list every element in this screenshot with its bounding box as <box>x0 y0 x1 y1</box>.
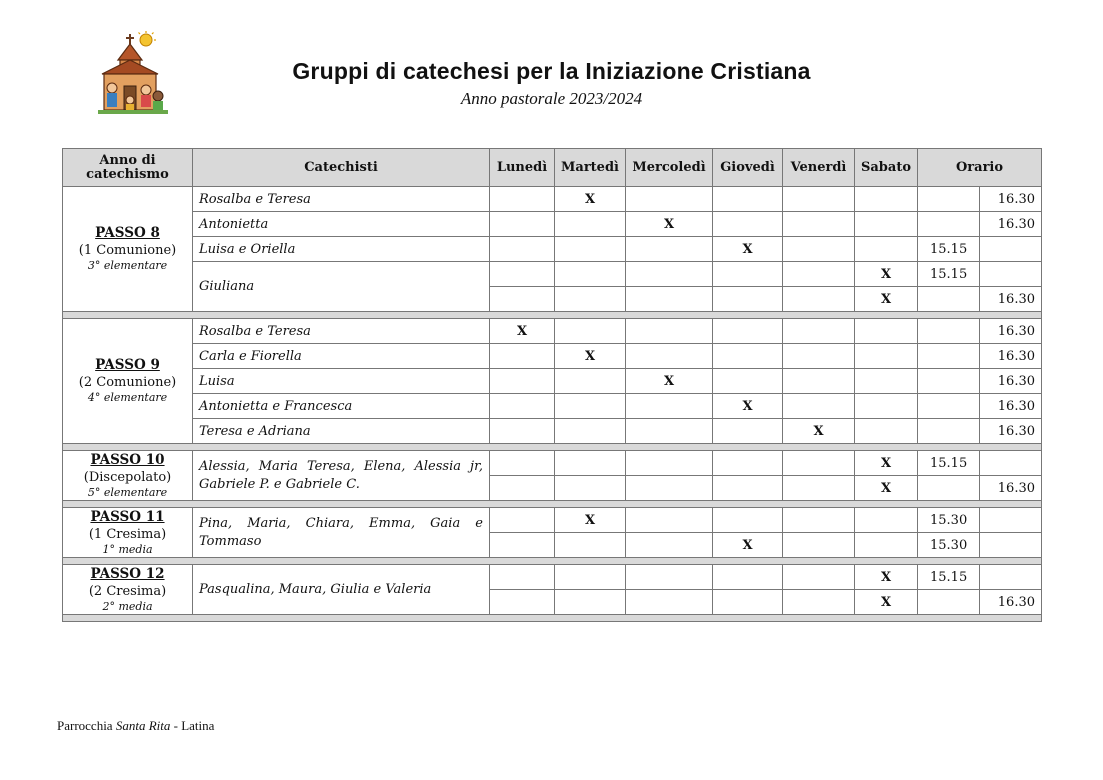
page-title: Gruppi di catechesi per la Iniziazione Cristiana <box>292 58 811 84</box>
col-header-giovedi: Giovedì <box>713 149 783 187</box>
day-cell-martedi <box>555 419 626 444</box>
day-cell-giovedi <box>713 565 783 590</box>
table-row <box>63 369 1042 394</box>
time-cell-a <box>918 212 980 237</box>
day-cell-sabato <box>855 508 918 533</box>
footer <box>57 718 214 734</box>
separator-bar <box>63 444 1042 451</box>
table-row <box>63 419 1042 444</box>
day-cell-lunedi <box>490 262 555 287</box>
footer-suffix: - Latina <box>170 718 215 733</box>
separator-bar <box>63 312 1042 319</box>
group-separator <box>63 558 1042 565</box>
time-cell-a <box>918 319 980 344</box>
catechisti-cell: Antonietta e Francesca <box>193 394 490 419</box>
table-row <box>63 394 1042 419</box>
day-cell-giovedi <box>713 262 783 287</box>
group-separator <box>63 615 1042 622</box>
day-cell-lunedi <box>490 394 555 419</box>
day-cell-mercoledi <box>626 319 713 344</box>
day-cell-mercoledi <box>626 476 713 501</box>
day-cell-mercoledi <box>626 187 713 212</box>
day-cell-martedi <box>555 533 626 558</box>
day-cell-venerdi <box>783 237 855 262</box>
day-cell-venerdi <box>783 451 855 476</box>
footer-prefix: Parrocchia <box>57 718 116 733</box>
time-cell-a <box>918 344 980 369</box>
day-cell-lunedi <box>490 212 555 237</box>
day-cell-sabato: X <box>855 262 918 287</box>
day-cell-venerdi <box>783 287 855 312</box>
day-cell-sabato: X <box>855 476 918 501</box>
day-cell-sabato <box>855 419 918 444</box>
catechisti-cell: Alessia, Maria Teresa, Elena, Alessia jr, Gabriele P. e Gabriele C. <box>193 451 490 501</box>
time-cell-a: 15.30 <box>918 508 980 533</box>
day-cell-venerdi <box>783 344 855 369</box>
time-cell-a: 15.15 <box>918 262 980 287</box>
time-cell-b: 16.30 <box>980 212 1042 237</box>
day-cell-giovedi <box>713 212 783 237</box>
day-cell-giovedi <box>713 287 783 312</box>
day-cell-mercoledi <box>626 262 713 287</box>
catechisti-cell: Rosalba e Teresa <box>193 319 490 344</box>
day-cell-mercoledi <box>626 287 713 312</box>
day-cell-martedi <box>555 565 626 590</box>
time-cell-b <box>980 262 1042 287</box>
time-cell-b: 16.30 <box>980 394 1042 419</box>
group-separator <box>63 444 1042 451</box>
time-cell-b: 16.30 <box>980 590 1042 615</box>
day-cell-giovedi: X <box>713 533 783 558</box>
day-cell-mercoledi <box>626 237 713 262</box>
table-row <box>63 212 1042 237</box>
day-cell-mercoledi <box>626 508 713 533</box>
day-cell-giovedi <box>713 369 783 394</box>
group-school-class: 4° elementare <box>87 391 168 404</box>
day-cell-lunedi <box>490 508 555 533</box>
day-cell-venerdi <box>783 369 855 394</box>
day-cell-lunedi <box>490 237 555 262</box>
day-cell-giovedi <box>713 508 783 533</box>
day-cell-lunedi <box>490 369 555 394</box>
table-row <box>63 508 1042 533</box>
table-row <box>63 565 1042 590</box>
time-cell-a <box>918 187 980 212</box>
day-cell-martedi <box>555 319 626 344</box>
time-cell-b <box>980 237 1042 262</box>
catechisti-cell: Giuliana <box>193 262 490 312</box>
day-cell-sabato <box>855 369 918 394</box>
time-cell-b: 16.30 <box>980 369 1042 394</box>
time-cell-b: 16.30 <box>980 287 1042 312</box>
col-header-mercoledi: Mercoledì <box>626 149 713 187</box>
separator-bar <box>63 501 1042 508</box>
day-cell-lunedi <box>490 565 555 590</box>
group-school-class: 2° media <box>102 599 153 613</box>
time-cell-a <box>918 419 980 444</box>
day-cell-venerdi <box>783 476 855 501</box>
day-cell-martedi: X <box>555 508 626 533</box>
group-school-class: 3° elementare <box>87 259 168 272</box>
day-cell-sabato <box>855 237 918 262</box>
day-cell-martedi <box>555 237 626 262</box>
day-cell-venerdi <box>783 262 855 287</box>
catechisti-cell: Luisa <box>193 369 490 394</box>
day-cell-sabato: X <box>855 565 918 590</box>
day-cell-martedi <box>555 451 626 476</box>
day-cell-sabato: X <box>855 451 918 476</box>
footer-parish-name: Santa Rita <box>115 718 171 733</box>
group-school-class: 5° elementare <box>87 485 168 499</box>
day-cell-venerdi <box>783 187 855 212</box>
time-cell-b <box>980 565 1042 590</box>
group-separator <box>63 312 1042 319</box>
day-cell-mercoledi <box>626 419 713 444</box>
time-cell-a: 15.15 <box>918 565 980 590</box>
table-row <box>63 262 1042 287</box>
day-cell-mercoledi <box>626 451 713 476</box>
time-cell-a <box>918 476 980 501</box>
day-cell-martedi <box>555 590 626 615</box>
day-cell-lunedi <box>490 187 555 212</box>
day-cell-martedi <box>555 287 626 312</box>
day-cell-sabato <box>855 344 918 369</box>
day-cell-lunedi <box>490 476 555 501</box>
time-cell-b <box>980 451 1042 476</box>
time-cell-b: 16.30 <box>980 319 1042 344</box>
day-cell-giovedi: X <box>713 237 783 262</box>
day-cell-lunedi <box>490 590 555 615</box>
day-cell-martedi: X <box>555 344 626 369</box>
separator-bar <box>63 615 1042 622</box>
page-subtitle: Anno pastorale 2023/2024 <box>460 89 643 108</box>
group-cell <box>63 565 193 615</box>
day-cell-giovedi <box>713 344 783 369</box>
group-subtitle: (1 Cresima) <box>88 526 167 542</box>
time-cell-b <box>980 508 1042 533</box>
day-cell-giovedi <box>713 476 783 501</box>
day-cell-martedi <box>555 394 626 419</box>
catechisti-cell: Luisa e Oriella <box>193 237 490 262</box>
group-name: PASSO 12 <box>90 565 165 582</box>
col-header-venerdi: Venerdì <box>783 149 855 187</box>
group-subtitle: (1 Comunione) <box>78 243 177 258</box>
time-cell-b: 16.30 <box>980 476 1042 501</box>
day-cell-giovedi <box>713 187 783 212</box>
group-cell <box>63 187 193 312</box>
group-subtitle: (Discepolato) <box>83 469 172 485</box>
day-cell-venerdi <box>783 565 855 590</box>
day-cell-venerdi <box>783 212 855 237</box>
col-header-martedi: Martedì <box>555 149 626 187</box>
col-header-anno: Anno di catechismo <box>63 149 193 187</box>
catechisti-cell: Antonietta <box>193 212 490 237</box>
table-row <box>63 187 1042 212</box>
day-cell-venerdi <box>783 319 855 344</box>
day-cell-venerdi: X <box>783 419 855 444</box>
day-cell-sabato <box>855 187 918 212</box>
day-cell-giovedi <box>713 590 783 615</box>
group-subtitle: (2 Cresima) <box>88 583 167 599</box>
group-separator <box>63 501 1042 508</box>
day-cell-sabato: X <box>855 590 918 615</box>
time-cell-b: 16.30 <box>980 187 1042 212</box>
day-cell-mercoledi: X <box>626 212 713 237</box>
time-cell-a: 15.15 <box>918 451 980 476</box>
group-cell <box>63 451 193 501</box>
group-name: PASSO 8 <box>95 225 160 241</box>
col-header-orario: Orario <box>918 149 1042 187</box>
table-row <box>63 237 1042 262</box>
day-cell-giovedi <box>713 419 783 444</box>
group-cell <box>63 508 193 558</box>
group-cell <box>63 319 193 444</box>
table-row <box>63 451 1042 476</box>
day-cell-mercoledi <box>626 565 713 590</box>
day-cell-giovedi <box>713 319 783 344</box>
col-header-sabato: Sabato <box>855 149 918 187</box>
group-name: PASSO 11 <box>90 508 165 525</box>
time-cell-a <box>918 369 980 394</box>
group-name: PASSO 10 <box>90 451 165 468</box>
day-cell-mercoledi <box>626 590 713 615</box>
day-cell-giovedi: X <box>713 394 783 419</box>
day-cell-lunedi <box>490 287 555 312</box>
table-header-row <box>63 149 1042 187</box>
day-cell-sabato <box>855 319 918 344</box>
catechisti-cell: Teresa e Adriana <box>193 419 490 444</box>
day-cell-martedi <box>555 369 626 394</box>
catechisti-cell: Pina, Maria, Chiara, Emma, Gaia e Tommaso <box>193 508 490 558</box>
time-cell-a: 15.15 <box>918 237 980 262</box>
time-cell-a <box>918 590 980 615</box>
catechisti-cell: Rosalba e Teresa <box>193 187 490 212</box>
day-cell-lunedi <box>490 451 555 476</box>
day-cell-lunedi <box>490 419 555 444</box>
day-cell-giovedi <box>713 451 783 476</box>
time-cell-a <box>918 394 980 419</box>
time-cell-b <box>980 533 1042 558</box>
day-cell-sabato: X <box>855 287 918 312</box>
day-cell-venerdi <box>783 590 855 615</box>
col-header-lunedi: Lunedì <box>490 149 555 187</box>
day-cell-venerdi <box>783 394 855 419</box>
group-name: PASSO 9 <box>95 357 160 373</box>
day-cell-martedi: X <box>555 187 626 212</box>
day-cell-mercoledi <box>626 533 713 558</box>
day-cell-lunedi <box>490 344 555 369</box>
time-cell-a <box>918 287 980 312</box>
catechisti-cell: Pasqualina, Maura, Giulia e Valeria <box>193 565 490 615</box>
time-cell-b: 16.30 <box>980 419 1042 444</box>
day-cell-sabato <box>855 533 918 558</box>
table-row <box>63 319 1042 344</box>
day-cell-martedi <box>555 212 626 237</box>
day-cell-sabato <box>855 212 918 237</box>
day-cell-mercoledi: X <box>626 369 713 394</box>
table-row <box>63 344 1042 369</box>
col-header-catechisti: Catechisti <box>193 149 490 187</box>
schedule-table <box>62 148 1042 622</box>
day-cell-sabato <box>855 394 918 419</box>
day-cell-martedi <box>555 262 626 287</box>
time-cell-b: 16.30 <box>980 344 1042 369</box>
day-cell-mercoledi <box>626 344 713 369</box>
day-cell-martedi <box>555 476 626 501</box>
separator-bar <box>63 558 1042 565</box>
catechisti-cell: Carla e Fiorella <box>193 344 490 369</box>
day-cell-lunedi <box>490 533 555 558</box>
group-subtitle: (2 Comunione) <box>78 375 177 390</box>
table-body <box>63 187 1042 622</box>
time-cell-a: 15.30 <box>918 533 980 558</box>
group-school-class: 1° media <box>102 542 153 556</box>
day-cell-lunedi: X <box>490 319 555 344</box>
day-cell-venerdi <box>783 508 855 533</box>
day-cell-mercoledi <box>626 394 713 419</box>
day-cell-venerdi <box>783 533 855 558</box>
